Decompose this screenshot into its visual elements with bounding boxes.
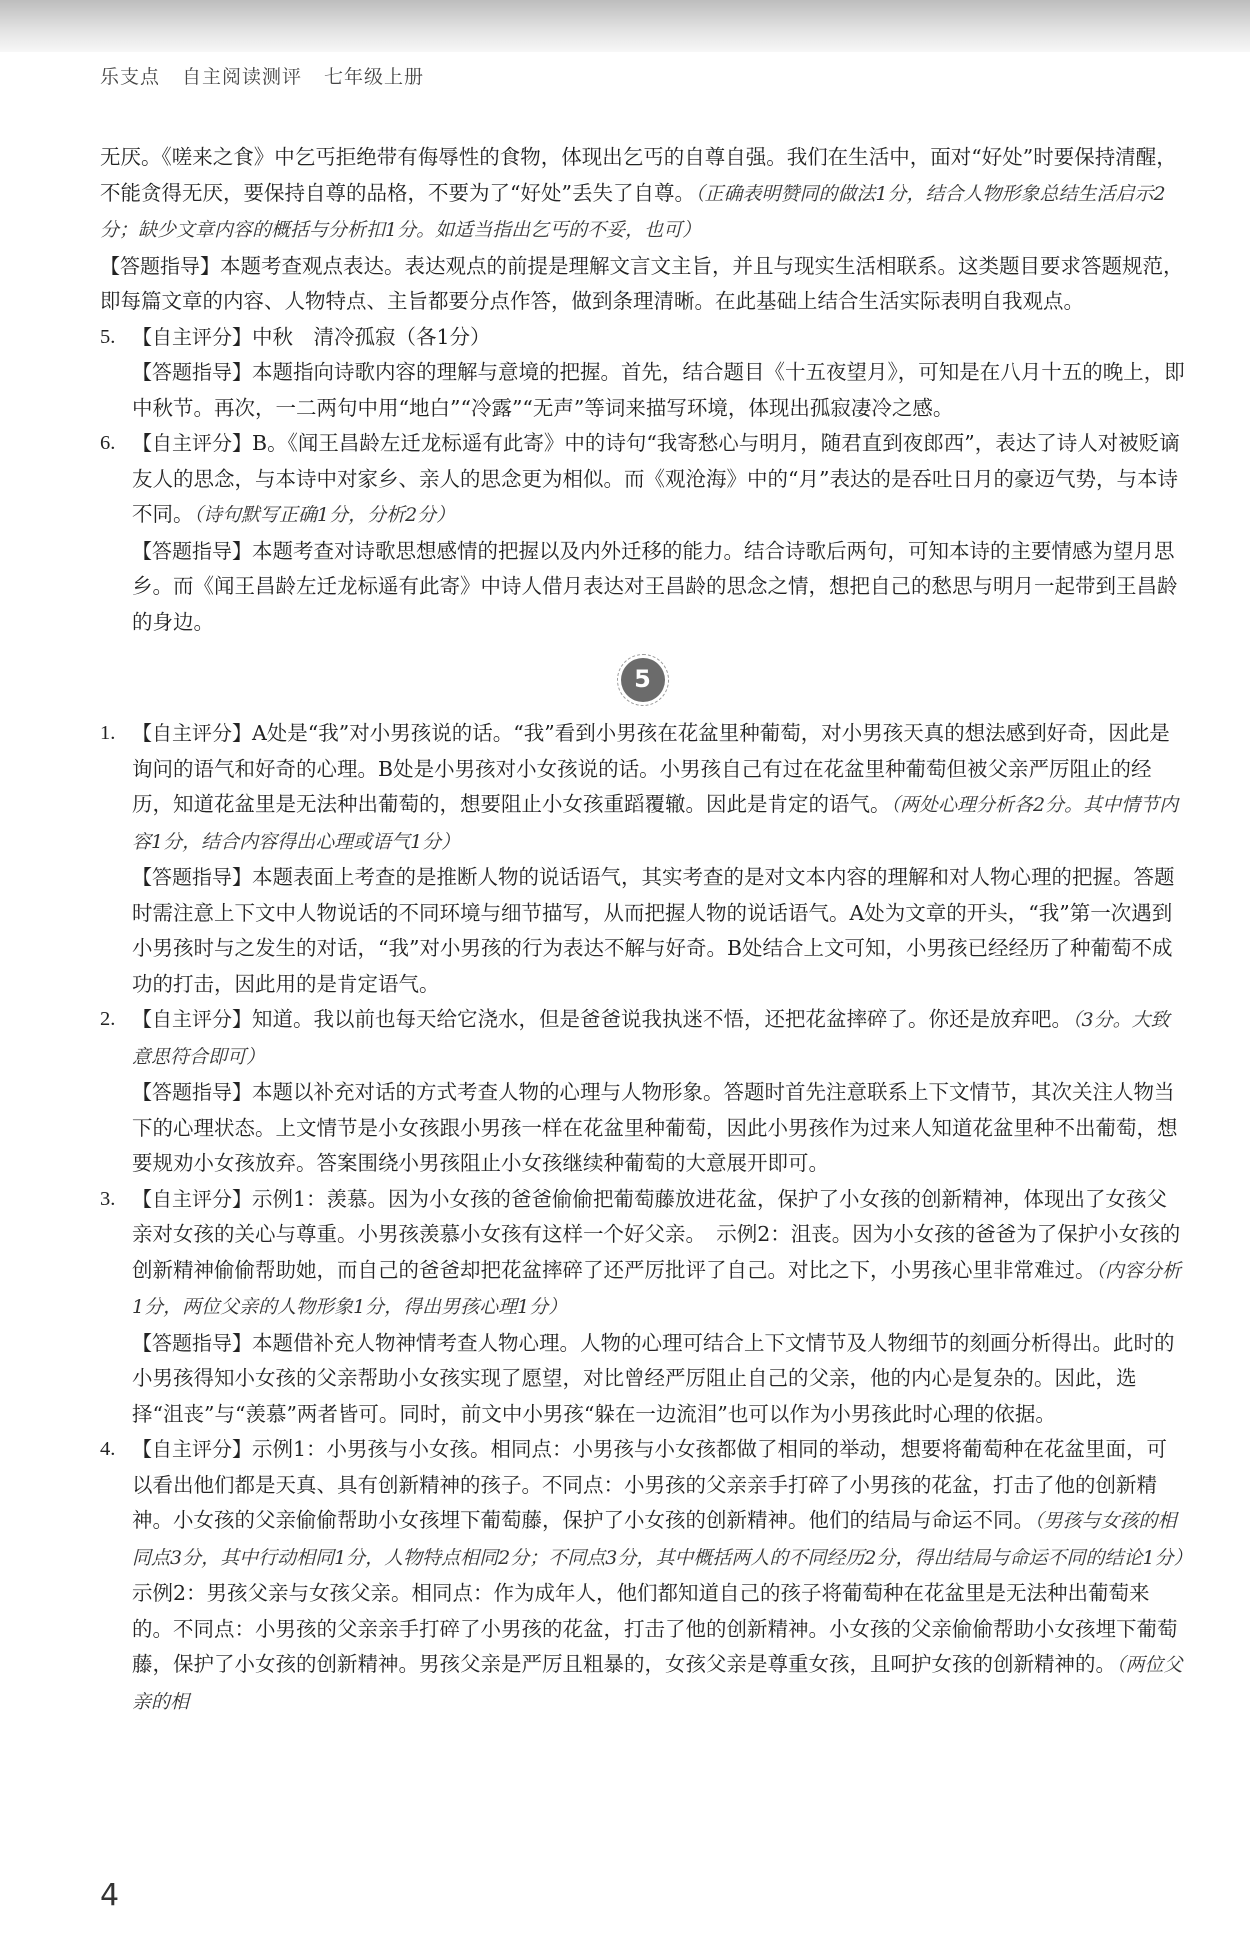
guide-paragraph: [132, 355, 1185, 426]
guide-tag: 【答题指导】: [132, 1080, 252, 1104]
score-tag: 【自主评分】: [132, 431, 252, 455]
answer-text: B。《闻王昌龄左迁龙标遥有此寄》中的诗句“我寄愁心与明月，随君直到夜郎西”，表达了诗人对被贬谪友人的思念，与本诗中对家乡、亲人的思念更为相似。而《观沧海》中的“月”表达的是吞吐日月的豪迈气势，与本诗不同。: [132, 431, 1180, 526]
question-number: 1.: [100, 722, 116, 744]
score-paragraph: [132, 1182, 1185, 1326]
running-header: [100, 62, 424, 89]
score-paragraph: [132, 1002, 1185, 1075]
score-note: （两处心理分析各2分。其中情节内容1分，结合内容得出心理或语气1分）: [132, 794, 1179, 853]
guide-tag: 【答题指导】: [132, 865, 252, 889]
score-paragraph: [132, 716, 1185, 860]
guide-text: 本题借补充人物神情考查人物心理。人物的心理可结合上下文情节及人物细节的刻画分析得出。此时的小男孩得知小女孩的父亲帮助小女孩实现了愿望，对比曾经严厉阻止自己的父亲，他的内心是复杂的。因此，选择“沮丧”与“羡慕”两者皆可。同时，前文中小男孩“躲在一边流泪”也可以作为小男孩此时心理的依据。: [132, 1330, 1175, 1426]
question-number: 4.: [100, 1438, 116, 1460]
intro-guide: [100, 249, 1185, 320]
question-item-4: [100, 1432, 1204, 1720]
question-item-2: [100, 1002, 1185, 1182]
answer-text-example-2: 示例2：男孩父亲与女孩父亲。相同点：作为成年人，他们都知道自己的孩子将葡萄种在花盆里是无法种出葡萄来的。不同点：小男孩的父亲亲手打碎了小男孩的花盆，打击了他的创新精神。小女孩的父亲偷偷帮助小女孩埋下葡萄藤，保护了小女孩的创新精神。男孩父亲是严厉且粗暴的，女孩父亲是尊重女孩，且呵护女孩的创新精神的。: [132, 1544, 1204, 1676]
score-note: （内容分析1分，两位父亲的人物形象1分，得出男孩心理1分）: [132, 1259, 1182, 1318]
guide-text: 本题指向诗歌内容的理解与意境的把握。首先，结合题目《十五夜望月》，可知是在八月十五的晚上，即中秋节。再次，一二两句中用“地白”“冷露”“无声”等词来描写环境，体现出孤寂凄冷之感。: [132, 360, 1185, 420]
guide-tag: 【答题指导】: [132, 360, 252, 384]
score-paragraph: [132, 1432, 1204, 1720]
guide-paragraph: [132, 860, 1185, 1002]
question-item-5: [100, 320, 1185, 427]
score-note: （3分。大致意思符合即可）: [132, 1009, 1170, 1068]
guide-text: 本题考查对诗歌思想感情的把握以及内外迁移的能力。结合诗歌后两句，可知本诗的主要情感为望月思乡。而《闻王昌龄左迁龙标遥有此寄》中诗人借月表达对王昌龄的思念之情，想把自己的愁思与明月一起带到王昌龄的身边。: [132, 538, 1178, 634]
guide-text: 本题考查观点表达。表达观点的前提是理解文言文主旨，并且与现实生活相联系。这类题目要求答题规范，即每篇文章的内容、人物特点、主旨都要分点作答，做到条理清晰。在此基础上结合生活实际表明自我观点。: [100, 253, 1184, 313]
section-number-badge: 5: [621, 658, 665, 702]
guide-paragraph: [132, 1326, 1185, 1433]
question-number: 3.: [100, 1187, 116, 1210]
score-note-2: （两位父亲的相: [132, 1654, 1183, 1713]
answer-text: A处是“我”对小男孩说的话。“我”看到小男孩在花盆里种葡萄，对小男孩天真的想法感到好奇，因此是询问的语气和好奇的心理。B处是小男孩对小女孩说的话。小男孩自己有过在花盆里种葡萄但被父亲严厉阻止的经历，知道花盆里是无法种出葡萄的，想要阻止小女孩重蹈覆辙。因此是肯定的语气。: [132, 721, 1170, 816]
answer-text: 知道。我以前也每天给它浇水，但是爸爸说我执迷不悟，还把花盆摔碎了。你还是放弃吧。: [252, 1007, 1072, 1031]
score-tag: 【自主评分】: [132, 721, 252, 745]
guide-paragraph: [132, 1075, 1185, 1182]
question-number: 6.: [100, 432, 116, 454]
score-tag: 【自主评分】: [132, 1007, 252, 1031]
score-paragraph: [132, 426, 1185, 534]
question-item-1: [100, 716, 1185, 1002]
score-tag: 【自主评分】: [132, 1186, 252, 1211]
score-paragraph: [132, 320, 1185, 356]
question-number: 2.: [100, 1008, 116, 1030]
question-item-6: [100, 426, 1185, 640]
guide-paragraph: [132, 534, 1185, 641]
header-brand: 乐支点: [100, 66, 161, 88]
answer-content: [100, 140, 1204, 1720]
intro-paragraph: [100, 140, 1185, 249]
guide-tag: 【答题指导】: [100, 253, 220, 278]
guide-text: 本题表面上考查的是推断人物的说话语气，其实考查的是对文本内容的理解和对人物心理的把握。答题时需注意上下文中人物说话的不同环境与细节描写，从而把握人物的说话语气。A处为文章的开头，“我”第一次遇到小男孩时与之发生的对话，“我”对小男孩的行为表达不解与好奇。B处结合上文可知，小男孩已经经历了种葡萄不成功的打击，因此用的是肯定语气。: [132, 865, 1175, 996]
score-tag: 【自主评分】: [132, 1437, 252, 1461]
question-item-3: [100, 1182, 1185, 1433]
answer-text: 示例1：小男孩与小女孩。相同点：小男孩与小女孩都做了相同的举动，想要将葡萄种在花盆里面，可以看出他们都是天真、具有创新精神的孩子。不同点：小男孩的父亲亲手打碎了小男孩的花盆，打击了他的创新精神。小女孩的父亲偷偷帮助小女孩埋下葡萄藤，保护了小女孩的创新精神。他们的结局与命运不同。: [132, 1437, 1168, 1532]
intro-text: 无厌。《嗟来之食》中乞丐拒绝带有侮辱性的食物，体现出乞丐的自尊自强。我们在生活中，面对“好处”时要保持清醒，不能贪得无厌，要保持自尊的品格，不要为了“好处”丢失了自尊。: [100, 145, 1177, 205]
score-note: （男孩与女孩的相同点3分，其中行动相同1分，人物特点相同2分；不同点3分，其中概括两人的不同经历2分，得出结局与命运不同的结论1分）: [132, 1510, 1184, 1569]
guide-text: 本题以补充对话的方式考查人物的心理与人物形象。答题时首先注意联系上下文情节，其次关注人物当下的心理状态。上文情节是小女孩跟小男孩一样在花盆里种葡萄，因此小男孩作为过来人知道花盆里种不出葡萄，想要规劝小女孩放弃。答案围绕小男孩阻止小女孩继续种葡萄的大意展开即可。: [132, 1080, 1178, 1175]
score-tag: 【自主评分】: [132, 324, 252, 349]
answer-text: 示例1：羡慕。因为小女孩的爸爸偷偷把葡萄藤放进花盆，保护了小女孩的创新精神，体现出了女孩父亲对女孩的关心与尊重。小男孩羡慕小女孩有这样一个好父亲。 示例2：沮丧。因为小女孩的爸爸为了保护小女孩的创新精神偷偷帮助她，而自己的爸爸却把花盆摔碎了还严厉批评了自己。对比之下，小男孩心里非常难过。: [132, 1186, 1181, 1282]
guide-tag: 【答题指导】: [132, 1330, 252, 1355]
question-number: 5.: [100, 325, 116, 348]
header-grade: 七年级上册: [324, 66, 425, 88]
top-scan-band: [0, 0, 1250, 52]
page-number: 4: [100, 1878, 120, 1913]
guide-tag: 【答题指导】: [132, 538, 252, 563]
section-divider: [100, 658, 1185, 702]
answer-text: 中秋 清冷孤寂（各1分）: [252, 324, 491, 349]
header-series: 自主阅读测评: [182, 66, 303, 88]
score-note: （诗句默写正确1分，分析2分）: [193, 504, 456, 526]
intro-note: （正确表明赞同的做法1分，结合人物形象总结生活启示2分；缺少文章内容的概括与分析扣1分。如适当指出乞丐的不妥，也可）: [100, 182, 1166, 241]
